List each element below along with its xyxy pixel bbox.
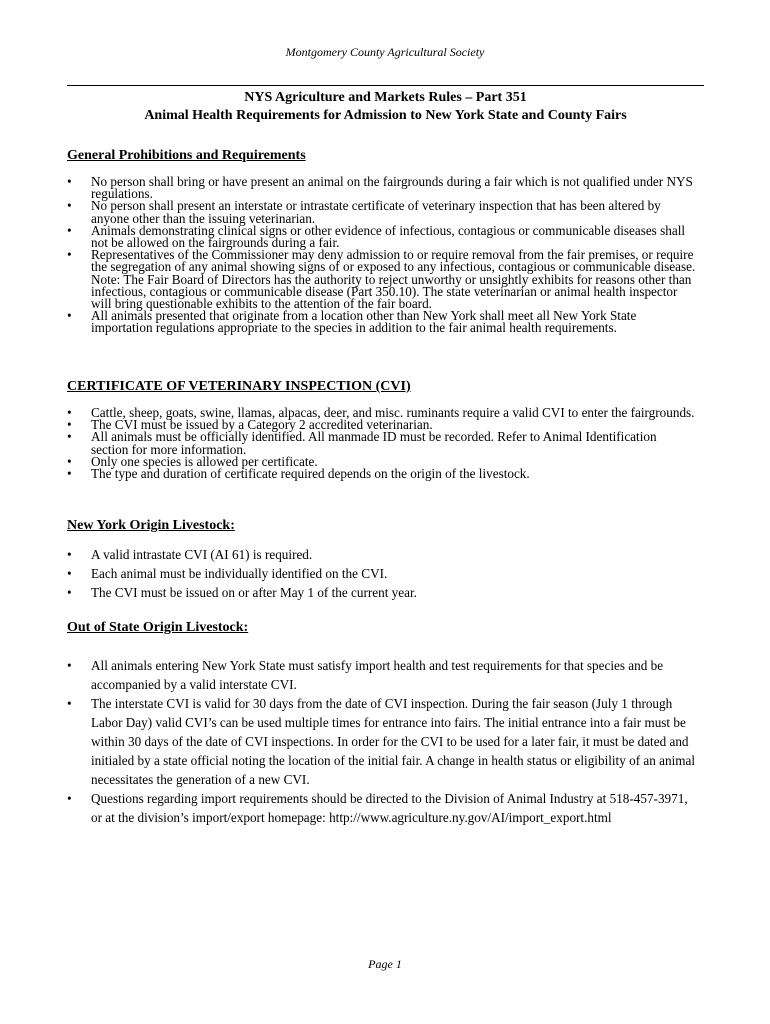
title-line-1: NYS Agriculture and Markets Rules – Part 351 bbox=[244, 90, 527, 105]
general-heading: General Prohibitions and Requirements bbox=[67, 148, 306, 163]
list-item: • No person shall present an interstate or intrastate certificate of veterinary inspection that has been altered by anyone other than the issuing veterinarian. bbox=[67, 200, 697, 224]
cvi-heading: CERTIFICATE OF VETERINARY INSPECTION (CVI) bbox=[67, 379, 411, 394]
header-rule bbox=[67, 85, 704, 86]
list-item: • Animals demonstrating clinical signs or other evidence of infectious, contagious or communicable diseases shall not be allowed on the fairgrounds during a fair. bbox=[67, 225, 697, 249]
list-item: • Only one species is allowed per certificate. bbox=[67, 456, 697, 468]
list-item: • All animals presented that originate from a location other than New York shall meet all New York State importation regulations appropriate to the species in addition to the fair animal health requirements. bbox=[67, 310, 697, 334]
running-header: Montgomery County Agricultural Society bbox=[285, 45, 485, 59]
list-item: • The CVI must be issued on or after May 1 of the current year. bbox=[67, 583, 701, 602]
list-item: • Cattle, sheep, goats, swine, llamas, alpacas, deer, and misc. ruminants require a valid CVI to enter the fairgrounds. bbox=[67, 407, 697, 419]
ny-origin-heading: New York Origin Livestock: bbox=[67, 518, 235, 533]
list-item: • A valid intrastate CVI (AI 61) is required. bbox=[67, 545, 701, 564]
list-item: • The interstate CVI is valid for 30 days from the date of CVI inspection. During the fair season (July 1 through Labor Day) valid CVI’s can be used multiple times for entrance into fairs. The initial entrance into a fair must be within 30 days of the date of CVI inspections. In order for the CVI to be used for a later fair, it must be dated and initialed by a state official noting the location of the initial fair. A change in health status or eligibility of an animal necessitates the generation of a new CVI. bbox=[67, 694, 701, 789]
list-item: • Representatives of the Commissioner may deny admission to or require removal from the fair premises, or require the segregation of any animal showing signs of or exposed to any infectious, contagious or communicable disease. Note: The Fair Board of Directors has the authority to reject unworthy or unsightly exhibits for reasons other than infectious, contagious or communicable disease (Part 350.10). The state veterinarian or animal health inspector will bring questionable exhibits to the attention of the fair board. bbox=[67, 249, 697, 310]
document-title bbox=[67, 89, 704, 125]
list-item: • No person shall bring or have present an animal on the fairgrounds during a fair which is not qualified under NYS regulations. bbox=[67, 176, 697, 200]
cvi-list bbox=[67, 407, 697, 480]
ny-origin-list bbox=[67, 545, 701, 602]
list-item: • All animals must be officially identified. All manmade ID must be recorded. Refer to Animal Identification section for more information. bbox=[67, 431, 697, 455]
list-item: • All animals entering New York State must satisfy import health and test requirements for that species and be accompanied by a valid interstate CVI. bbox=[67, 656, 701, 694]
out-of-state-list bbox=[67, 656, 701, 827]
list-item: • The type and duration of certificate required depends on the origin of the livestock. bbox=[67, 468, 697, 480]
out-of-state-heading: Out of State Origin Livestock: bbox=[67, 620, 249, 635]
list-item: • The CVI must be issued by a Category 2 accredited veterinarian. bbox=[67, 419, 697, 431]
list-item: • Questions regarding import requirements should be directed to the Division of Animal Industry at 518-457-3971, or at the division’s import/export homepage: http://www.agriculture.ny.gov/AI/import_export.html bbox=[67, 789, 701, 827]
page-number: Page 1 bbox=[368, 957, 402, 971]
list-item: • Each animal must be individually identified on the CVI. bbox=[67, 564, 701, 583]
general-list bbox=[67, 176, 697, 335]
title-line-2: Animal Health Requirements for Admission to New York State and County Fairs bbox=[144, 108, 627, 123]
